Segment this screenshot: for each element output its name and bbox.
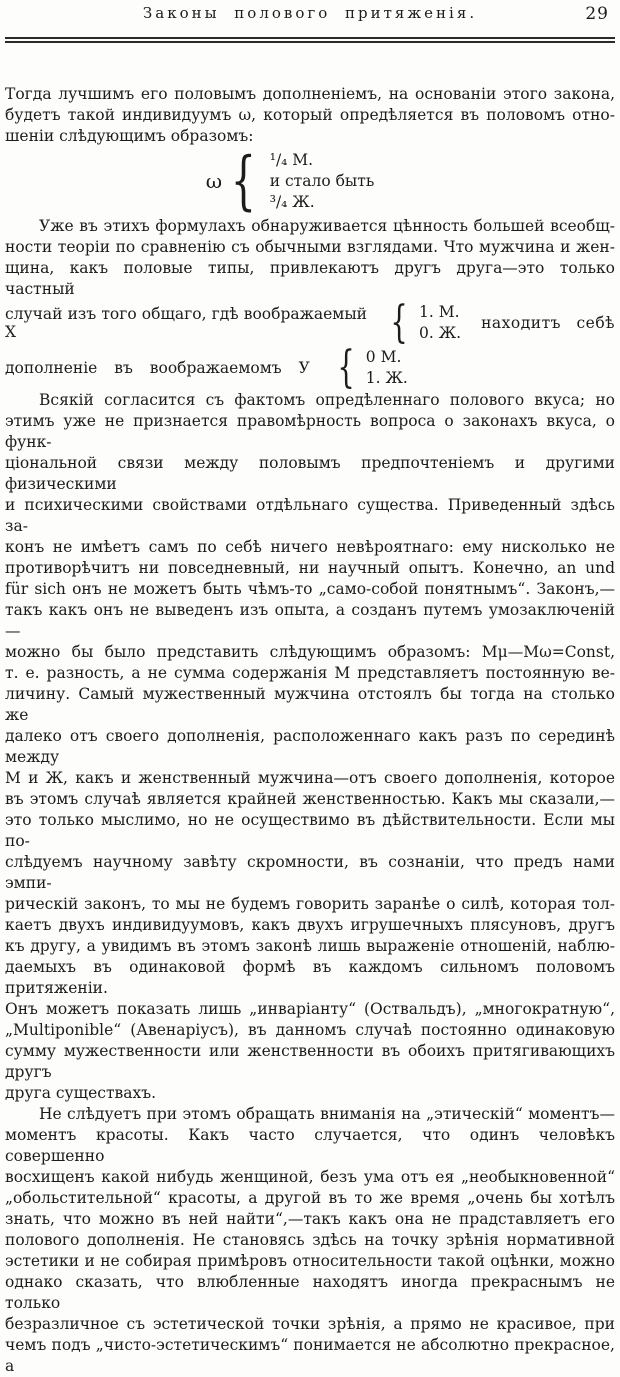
text-line: далеко отъ своего дополненія, расположеннаго какъ разъ по серединѣ между [5, 727, 615, 766]
text-line: это только мыслимо, но не осуществимо въ дѣйствительности. Если мы по- [5, 811, 615, 850]
page-number: 29 [585, 4, 609, 24]
left-brace-icon: { [337, 341, 355, 393]
formula-row: 1. Ж. [365, 368, 408, 387]
text-line: каетъ двухъ индивидуумовъ, какъ двухъ игрушечныхъ плясуновъ, другъ [5, 916, 615, 934]
text-line: „обольстительной“ красоты, а другой въ то же время „очень бы хотѣлъ [5, 1189, 615, 1207]
text-line: однако сказать, что влюбленные находятъ иногда прекраснымъ не только [5, 1273, 615, 1312]
inline-formula-x-before-text: случай изъ того общаго, гдѣ воображаемый X [5, 304, 368, 341]
paragraph-2 [5, 216, 615, 300]
text-line: восхищенъ какой нибудь женщиной, безъ ума отъ ея „необыкновенной“ [5, 1168, 615, 1186]
inline-formula-x-line [5, 296, 615, 348]
text-line: für sich онъ не можетъ быть чѣмъ-то „само-собой понятнымъ“. Законъ,— [5, 580, 615, 598]
text-line: моментъ красоты. Какъ часто случается, что одинъ человѣкъ совершенно [5, 1126, 615, 1165]
text-line: ціональной связи между половымъ предпочтеніемъ и другими физическими [5, 454, 615, 493]
text-line: полового дополненія. Не становясь здѣсь на точку зрѣнія нормативной [5, 1231, 615, 1249]
text-line: т. е. разность, а не сумма содержанія М представляетъ постоянную ве- [5, 664, 615, 682]
inline-formula-y-line [5, 341, 615, 393]
page-body [5, 84, 615, 1377]
text-line: чемъ подъ „чисто-эстетическимъ“ понимается не абсолютно прекрасное, а [5, 1336, 615, 1375]
text-line: этимъ уже не признается правомѣрность вопроса о законахъ вкуса, о функ- [5, 412, 615, 451]
formula-row: 1. М. [419, 302, 460, 321]
text-line: знать, что можно въ ней найти“,—такъ какъ она не прадставляетъ его [5, 1210, 615, 1228]
text-line: эстетики и не собирая примѣровъ относительности такой оцѣнки, можно [5, 1252, 615, 1270]
text-line: шеніи слѣдующимъ образомъ: [5, 127, 254, 145]
text-line: Тогда лучшимъ его половымъ дополненіемъ, на основаніи этого закона, [5, 85, 615, 103]
omega-symbol: ω [205, 169, 223, 193]
paragraph-1 [5, 84, 615, 147]
text-line: щина, какъ половые типы, привлекаютъ другъ друга—это только частный [5, 259, 615, 298]
text-line: такъ какъ онъ не выведенъ изъ опыта, а созданъ путемъ умозаключеній— [5, 601, 615, 640]
inline-formula-y-rows [366, 347, 408, 389]
paragraph-3 [5, 390, 615, 1104]
inline-formula-x-after-text: находитъ себѣ [481, 313, 615, 332]
omega-formula [0, 144, 615, 218]
text-line: личину. Самый мужественный мужчина отстоялъ бы тогда на столько же [5, 685, 615, 724]
inline-formula-y-before-text: дополненіе въ воображаемомъ У [5, 358, 310, 377]
text-line: къ другу, а увидимъ въ этомъ законѣ лишь выраженіе отношеній, наблю- [5, 937, 615, 955]
formula-row: 0 М. [365, 347, 402, 366]
formula-row: 0. Ж. [419, 323, 462, 342]
inline-formula-x-rows [419, 302, 461, 344]
text-line: ности теоріи по сравненію съ обычными взглядами. Что мужчина и жен- [5, 238, 615, 256]
text-line: можно бы было представить слѣдующимъ образомъ: Мμ—Мω=Const, [5, 643, 615, 661]
text-line: М и Ж, какъ и женственный мужчина—отъ своего дополненія, которое [5, 769, 615, 787]
text-line: будетъ такой индивидуумъ ω, который опредѣляется въ половомъ отно- [5, 106, 615, 124]
text-line: даемыхъ въ одинаковой формѣ въ каждомъ сильномъ половомъ притяженіи. [5, 958, 615, 997]
left-brace-icon: { [230, 144, 256, 218]
formula-row: ¹/₄ М. [269, 150, 314, 169]
text-line: Уже въ этихъ формулахъ обнаруживается цѣнность большей всеобщ- [39, 217, 615, 235]
page-title: Законы полового притяженія. [142, 4, 478, 22]
text-line: Не слѣдуетъ при этомъ обращать вниманія на „этическій“ моментъ— [39, 1105, 615, 1123]
omega-formula-rows [270, 150, 375, 213]
paragraph-4 [5, 1104, 615, 1377]
text-line: и психическими свойствами отдѣльнаго существа. Приведенный здѣсь за- [5, 496, 615, 535]
text-line: Всякій согласится съ фактомъ опредѣленнаго полового вкуса; но [39, 391, 615, 409]
text-line: „Multiponible“ (Авенаріусъ), въ данномъ случаѣ постоянно одинаковую [5, 1021, 615, 1039]
text-line: рическій законъ, то мы не будемъ говорить заранѣе о силѣ, которая тол- [5, 895, 615, 913]
text-line: друга существахъ. [5, 1084, 157, 1102]
text-line: въ этомъ случаѣ является крайней женственностью. Какъ мы сказали,— [5, 790, 615, 808]
text-line: конъ не имѣетъ самъ по себѣ ничего невѣроятнаго: ему нисколько не [5, 538, 615, 556]
formula-row: ³/₄ Ж. [269, 192, 315, 211]
running-head [5, 4, 615, 30]
text-line: противорѣчитъ ни повседневный, ни научный опытъ. Конечно, an und [5, 559, 615, 577]
left-brace-icon: { [390, 296, 408, 348]
header-divider-rule [5, 37, 615, 43]
formula-row: и стало быть [269, 171, 375, 190]
text-line: сумму мужественности или женственности въ обоихъ притягивающихъ другъ [5, 1042, 615, 1081]
text-line: слѣдуемъ научному завѣту скромности, въ сознаніи, что предъ нами эмпи- [5, 853, 615, 892]
text-line: Онъ можетъ показать лишь „инваріанту“ (Оствальдъ), „многократную“, [5, 1000, 615, 1018]
text-line: безразличное съ эстетической точки зрѣнія, а прямо не красивое, при [5, 1315, 615, 1333]
